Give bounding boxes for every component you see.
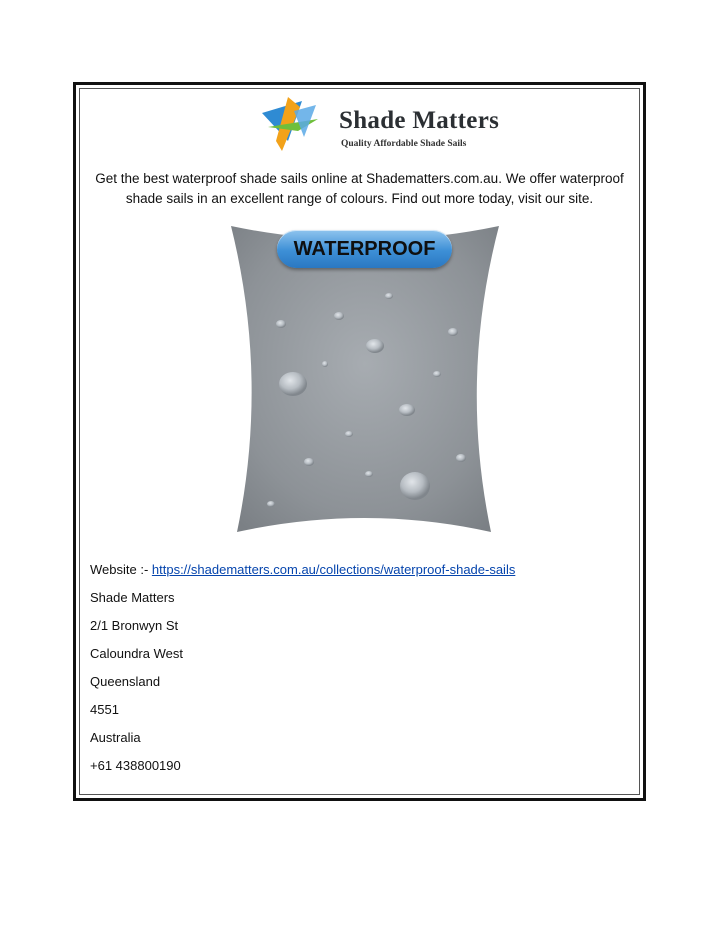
postcode: 4551 (90, 702, 119, 717)
document-frame (73, 82, 646, 801)
state: Queensland (90, 674, 161, 689)
country: Australia (90, 730, 141, 745)
brand-name: Shade Matters (339, 107, 500, 134)
website-link[interactable]: https://shadematters.com.au/collections/waterproof-shade-sails (151, 562, 516, 577)
document-frame-inner (79, 88, 640, 795)
website-line (90, 561, 515, 579)
brand-tagline: Quality Affordable Shade Sails (341, 139, 467, 149)
suburb: Caloundra West (90, 646, 183, 661)
waterproof-badge: WATERPROOF (277, 230, 452, 268)
company-name: Shade Matters (90, 590, 175, 605)
brand-logo (258, 97, 500, 155)
shade-sail-logo-icon (258, 97, 338, 155)
waterproof-fabric-image (229, 224, 501, 534)
website-label: Website :- (90, 562, 152, 577)
intro-paragraph: Get the best waterproof shade sails online at Shadematters.com.au. We offer waterproof shade sails in an excellent range of colours. Find out more today, visit our site. (95, 171, 624, 206)
street-address: 2/1 Bronwyn St (90, 618, 179, 633)
phone-number: +61 438800190 (90, 758, 181, 773)
